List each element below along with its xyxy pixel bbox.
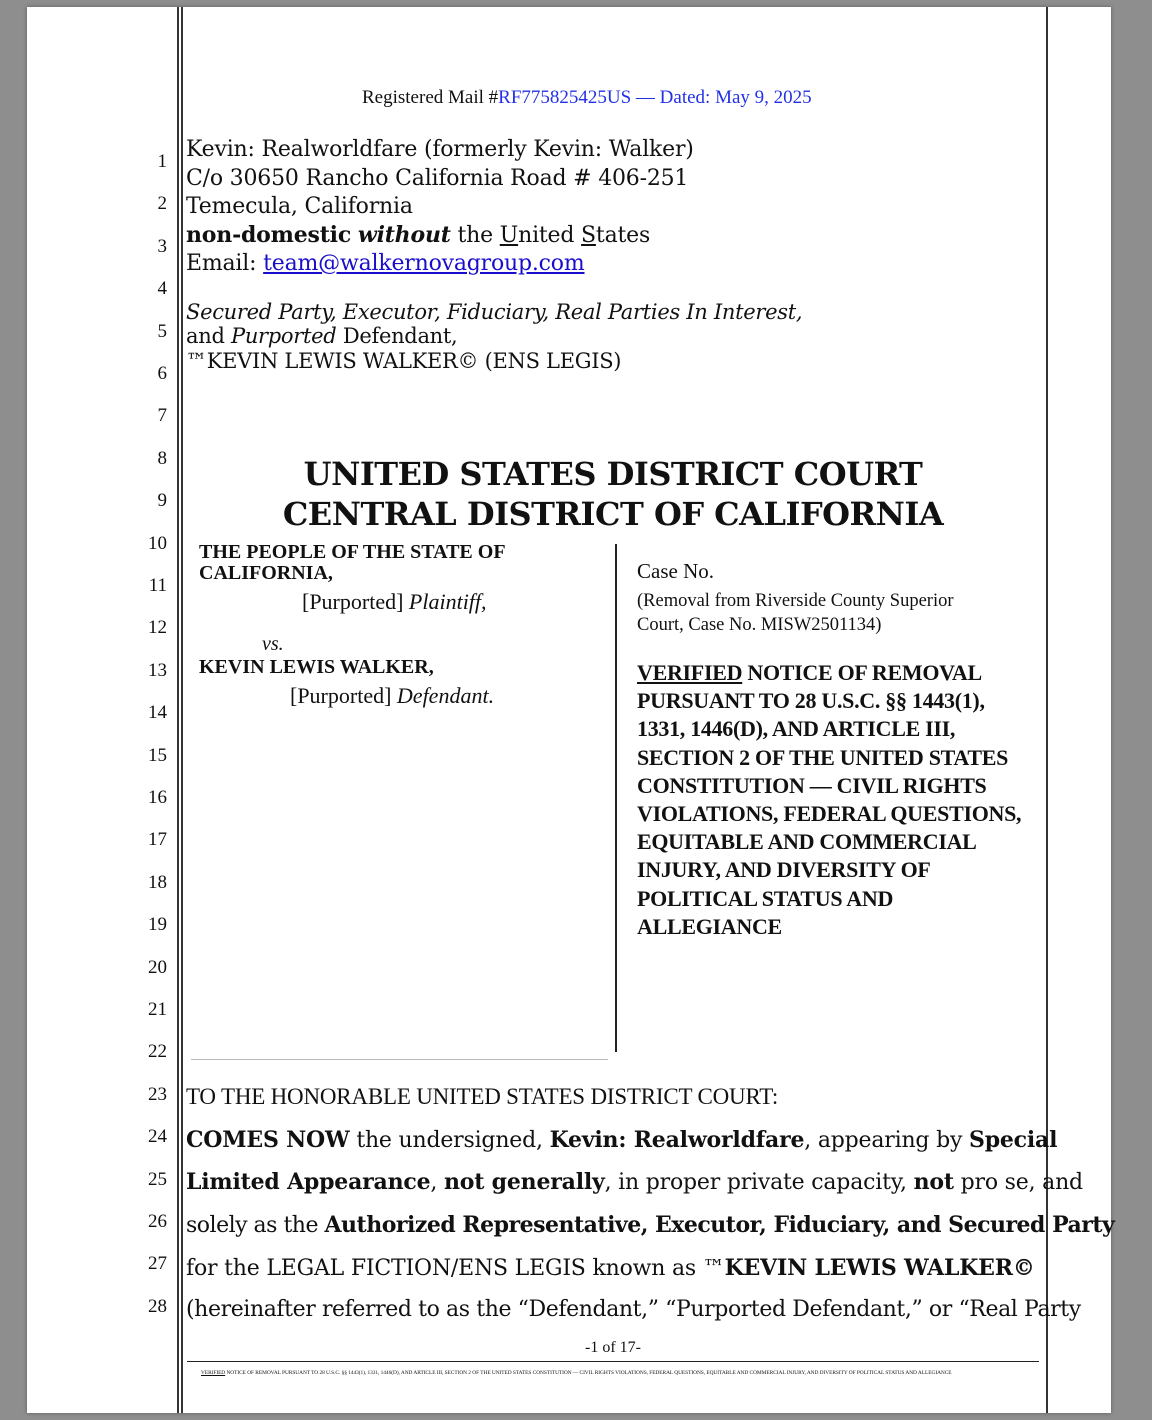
- caption-underline: [191, 1059, 608, 1060]
- line-number: 2: [157, 193, 167, 215]
- line-number: 1: [157, 151, 167, 172]
- plaintiff-name-2: CALIFORNIA,: [199, 562, 333, 584]
- line-number: 10: [148, 532, 167, 554]
- line-number: 15: [148, 744, 167, 766]
- email-link[interactable]: team@walkernovagroup.com: [263, 251, 585, 276]
- defendant-name: KEVIN LEWIS WALKER,: [199, 656, 434, 678]
- mail-id: RF775825425US: [498, 87, 632, 108]
- registered-mail-header: Registered Mail #RF775825425US — Dated: May 9, 2025: [362, 87, 812, 108]
- versus: vs.: [262, 633, 284, 655]
- line-number: 17: [148, 829, 167, 851]
- line-number: 8: [157, 447, 167, 469]
- party-email: Email: team@walkernovagroup.com: [186, 251, 585, 276]
- court-title-line-1: UNITED STATES DISTRICT COURT: [303, 455, 923, 493]
- line-number: 19: [148, 914, 167, 936]
- party-address: C/o 30650 Rancho California Road # 406-251: [186, 166, 689, 191]
- right-margin-rule: [1046, 7, 1048, 1413]
- line-number: 28: [148, 1295, 167, 1317]
- party-role-line: Secured Party, Executor, Fiduciary, Real Parties In Interest,: [186, 300, 803, 324]
- line-number: 3: [157, 235, 167, 257]
- line-number: 9: [157, 490, 167, 512]
- court-title-line-2: CENTRAL DISTRICT OF CALIFORNIA: [282, 495, 944, 533]
- line-number: 4: [157, 278, 167, 300]
- plaintiff-role: [Purported] Plaintiff,: [302, 589, 487, 614]
- body-line-28: (hereinafter referred to as the “Defendant,” “Purported Defendant,” or “Real Party: [186, 1297, 1081, 1322]
- caption-divider: [615, 544, 617, 1052]
- line-number: 5: [157, 320, 167, 342]
- case-number: Case No.: [637, 559, 714, 583]
- line-number: 18: [148, 871, 167, 893]
- line-number: 6: [157, 363, 167, 384]
- line-number: 13: [148, 659, 167, 681]
- document-title: VERIFIED NOTICE OF REMOVAL PURSUANT TO 28 U.S.C. §§ 1443(1), 1331, 1446(D), AND ARTICLE III, SECTION 2 OF THE UNITED STATES CONSTITUTION — CIVIL RIGHTS VIOLATIONS, FEDERAL QUESTIONS, EQUITABLE AND COMMERCIAL INJURY, AND DIVERSITY OF POLITICAL STATUS AND ALLEGIANCE: [637, 660, 1022, 939]
- body-line-26: solely as the Authorized Representative, Executor, Fiduciary, and Secured Party: [186, 1212, 1115, 1238]
- page-number: -1 of 17-: [585, 1339, 641, 1356]
- defendant-role: [Purported] Defendant.: [290, 683, 495, 708]
- left-margin-rule-inner: [181, 7, 183, 1413]
- party-role-defendant: and Purported Defendant,: [186, 324, 458, 348]
- line-number: 11: [148, 575, 167, 596]
- party-status: non-domestic without the United States: [186, 222, 651, 248]
- line-number: 24: [148, 1126, 167, 1148]
- ens-legis-line: ™KEVIN LEWIS WALKER© (ENS LEGIS): [186, 349, 622, 373]
- dated: — Dated: May 9, 2025: [631, 87, 812, 108]
- removal-line-2: Court, Case No. MISW2501134): [637, 615, 882, 635]
- body-line-27: for the LEGAL FICTION/ENS LEGIS known as ™KEVIN LEWIS WALKER©: [186, 1255, 1035, 1281]
- salutation: TO THE HONORABLE UNITED STATES DISTRICT COURT:: [186, 1084, 779, 1109]
- party-city: Temecula, California: [186, 194, 413, 219]
- line-number: 12: [148, 617, 167, 639]
- line-number: 16: [148, 787, 167, 808]
- party-name: Kevin: Realworldfare (formerly Kevin: Walker): [186, 137, 694, 162]
- line-number: 21: [148, 999, 167, 1020]
- footer-title: VERIFIED NOTICE OF REMOVAL PURSUANT TO 28 U.S.C. §§ 1443(1), 1331, 1446(D), AND ARTICLE III, SECTION 2 OF THE UNITED STATES CONSTITUTION — CIVIL RIGHTS VIOLATIONS, FEDERAL QUESTIONS, EQUITABLE AND COMMERCIAL INJURY, AND DIVERSITY OF POLITICAL STATUS AND ALLEGIANCE: [201, 1370, 952, 1376]
- line-number: 23: [148, 1083, 167, 1105]
- document-page: [27, 7, 1115, 1413]
- body-line-24: COMES NOW the undersigned, Kevin: Realworldfare, appearing by Special: [186, 1127, 1058, 1153]
- line-number: 26: [148, 1211, 167, 1232]
- body-line-25: Limited Appearance, not generally, in proper private capacity, not pro se, and: [186, 1169, 1083, 1195]
- footer-rule: [187, 1361, 1039, 1362]
- left-margin-rule-outer: [177, 7, 179, 1413]
- line-number: 7: [157, 405, 167, 427]
- removal-line-1: (Removal from Riverside County Superior: [637, 591, 954, 611]
- plaintiff-name-1: THE PEOPLE OF THE STATE OF: [199, 541, 506, 563]
- line-number: 20: [148, 956, 167, 978]
- line-number: 27: [148, 1253, 167, 1275]
- line-number: 25: [148, 1168, 167, 1190]
- line-number: 22: [148, 1041, 167, 1063]
- line-number: 14: [148, 702, 167, 724]
